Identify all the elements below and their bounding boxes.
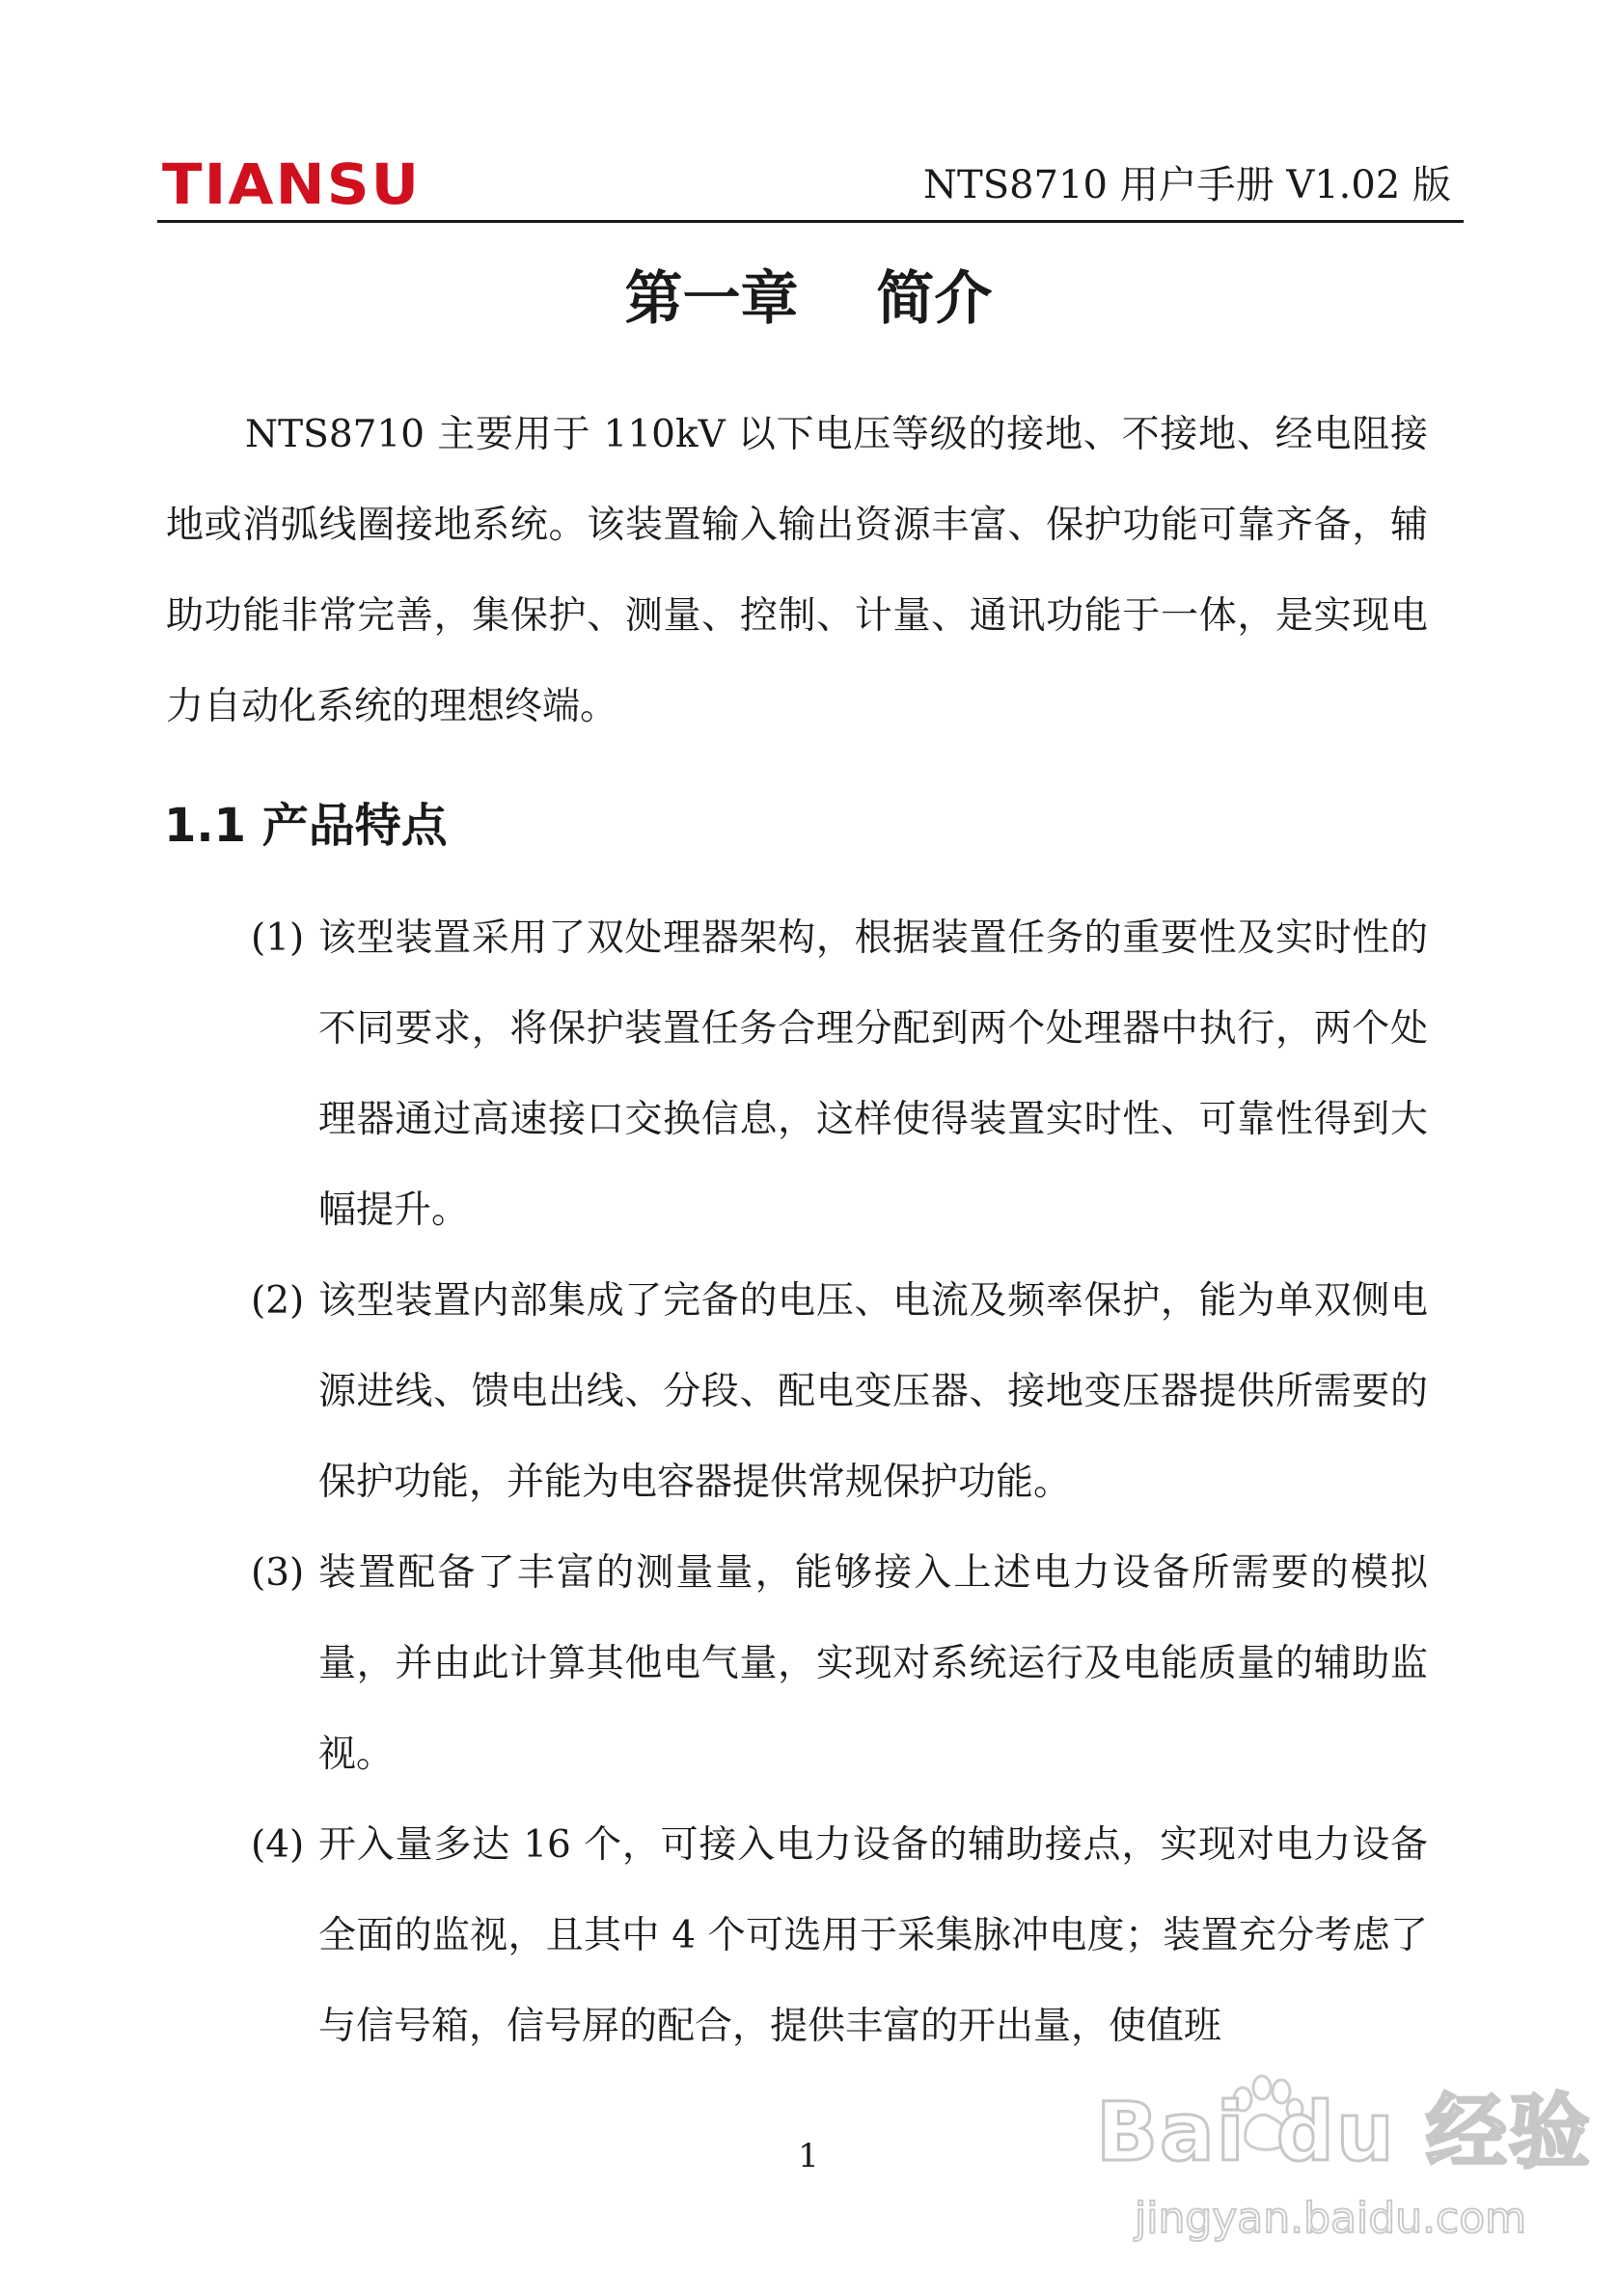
item-text: 装置配备了丰富的测量量，能够接入上述电力设备所需要的模拟量，并由此计算其他电气量，实现对系统运行及电能质量的辅助监视。 xyxy=(318,1551,1428,1776)
section-title: 1.1 产品特点 xyxy=(164,799,448,853)
feature-item-3 xyxy=(251,1528,1428,1800)
feature-item-1 xyxy=(251,893,1428,1256)
company-logo: TIANSU xyxy=(162,151,422,217)
chapter-title: 第一章 简介 xyxy=(624,265,993,333)
feature-item-2 xyxy=(251,1256,1428,1528)
document-header-title: NTS8710 用户手册 V1.02 版 xyxy=(923,163,1451,207)
item-text: 开入量多达 16 个，可接入电力设备的辅助接点，实现对电力设备全面的监视，且其中 4 个可选用于采集脉冲电度；装置充分考虑了与信号箱，信号屏的配合，提供丰富的开出量，使值班 xyxy=(318,1823,1428,2048)
item-number: (2) xyxy=(251,1279,305,1323)
watermark-url: jingyan.baidu.com xyxy=(1135,2194,1527,2243)
header-divider xyxy=(157,220,1464,223)
item-number: (1) xyxy=(251,916,305,960)
item-number: (3) xyxy=(251,1551,305,1595)
page-number: 1 xyxy=(798,2137,819,2175)
item-text: 该型装置采用了双处理器架构，根据装置任务的重要性及实时性的不同要求，将保护装置任务合理分配到两个处理器中执行，两个处理器通过高速接口交换信息，这样使得装置实时性、可靠性得到大幅提升。 xyxy=(318,916,1428,1232)
watermark-brand: Bai du 经验 xyxy=(1096,2085,1592,2179)
item-text: 该型装置内部集成了完备的电压、电流及频率保护，能为单双侧电源进线、馈电出线、分段、配电变压器、接地变压器提供所需要的保护功能，并能为电容器提供常规保护功能。 xyxy=(318,1279,1428,1504)
item-number: (4) xyxy=(251,1823,305,1867)
feature-item-4 xyxy=(251,1800,1428,2072)
baidu-watermark xyxy=(1077,2072,1592,2265)
intro-paragraph: NTS8710 主要用于 110kV 以下电压等级的接地、不接地、经电阻接地或消弧线圈接地系统。该装置输入输出资源丰富、保护功能可靠齐备，辅助功能非常完善，集保护、测量、控制、计量、通讯功能于一体，是实现电力自动化系统的理想终端。 xyxy=(166,413,1428,728)
